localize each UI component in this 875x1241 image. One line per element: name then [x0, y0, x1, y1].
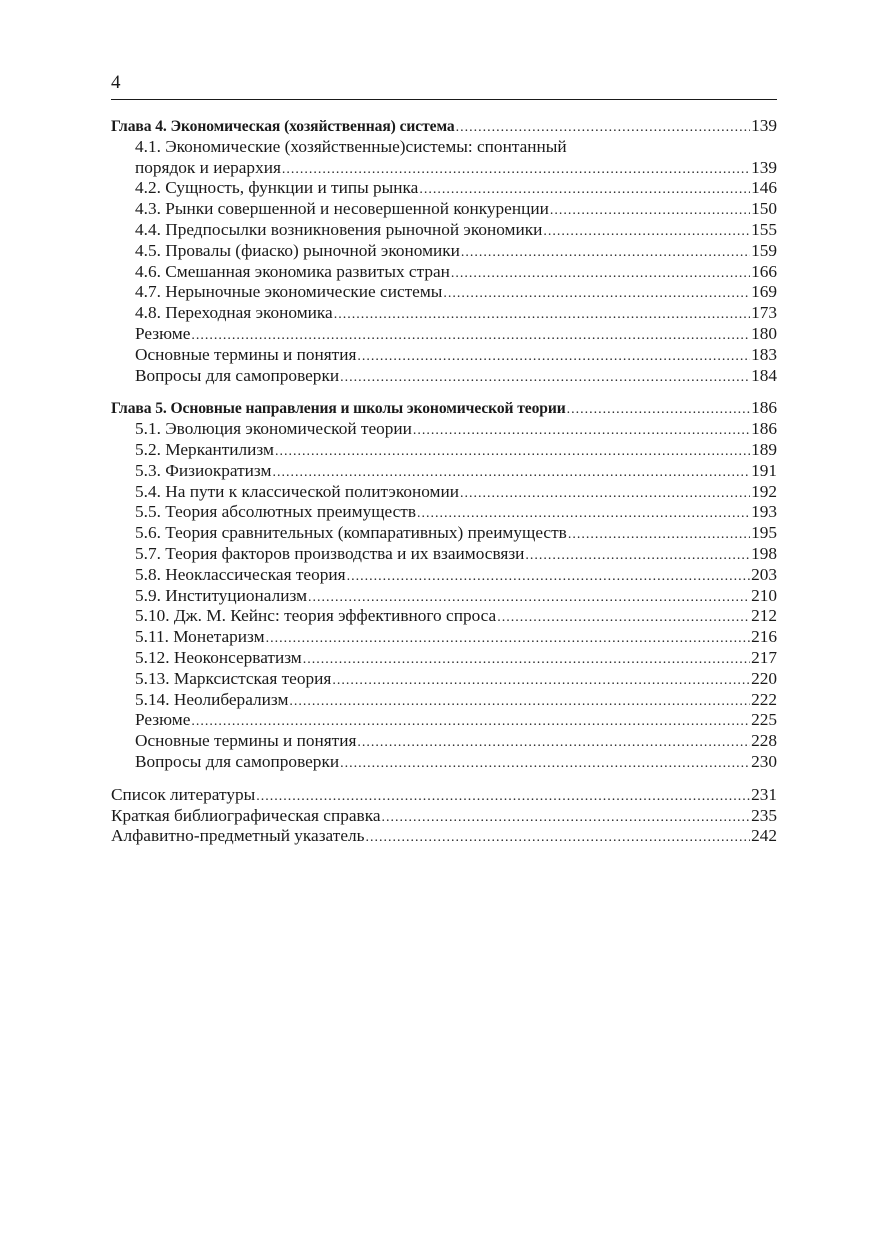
- toc-entry-page: 180: [751, 323, 777, 343]
- dot-leader: [550, 201, 750, 222]
- toc-entry-page: 166: [751, 261, 777, 281]
- toc-entry-title: 4.7. Нерыночные экономические системы: [135, 282, 443, 302]
- dot-leader: [191, 712, 750, 733]
- toc-entry-title: Вопросы для самопроверки: [135, 751, 340, 771]
- toc-entry-bibliography[interactable]: [111, 785, 777, 806]
- toc-entry[interactable]: [111, 669, 777, 690]
- dot-leader: [340, 368, 750, 389]
- toc-entry-page: 220: [751, 668, 777, 688]
- toc-entry[interactable]: [111, 544, 777, 565]
- toc-entry-page: 216: [751, 627, 777, 647]
- backmatter-block: [111, 785, 777, 847]
- dot-leader: [417, 504, 750, 525]
- toc-entry-title: 5.13. Марксистская теория: [135, 668, 332, 688]
- toc-entry-title: 5.3. Физиократизм: [135, 460, 272, 480]
- dot-leader: [366, 828, 751, 849]
- toc-entry-title: Основные термины и понятия: [135, 731, 357, 751]
- toc-entry-title: Основные термины и понятия: [135, 344, 357, 364]
- toc-entry-title: 4.8. Переходная экономика: [135, 303, 333, 323]
- toc-entry-page: 155: [751, 219, 777, 239]
- dot-leader: [413, 421, 750, 442]
- toc-entry[interactable]: [111, 752, 777, 773]
- toc-entry[interactable]: [111, 586, 777, 607]
- toc-entry[interactable]: [111, 178, 777, 199]
- table-of-contents: [111, 116, 777, 859]
- toc-entry-page: 192: [751, 481, 777, 501]
- dot-leader: [382, 808, 751, 829]
- toc-entry-title: Список литературы: [111, 784, 256, 804]
- toc-entry-page: 169: [751, 282, 777, 302]
- toc-entry-page: 195: [751, 523, 777, 543]
- toc-entry[interactable]: [111, 710, 777, 731]
- toc-entry[interactable]: [111, 731, 777, 752]
- toc-entry-title: 5.7. Теория факторов производства и их взаимосвязи: [135, 543, 525, 563]
- toc-chapter-5[interactable]: [111, 398, 777, 419]
- header-rule: [111, 99, 777, 100]
- dot-leader: [303, 650, 750, 671]
- dot-leader: [191, 326, 750, 347]
- toc-entry-title: 5.5. Теория абсолютных преимуществ: [135, 502, 417, 522]
- toc-entry-page: 210: [751, 585, 777, 605]
- dot-leader: [567, 400, 750, 421]
- toc-entry-page: 230: [751, 751, 777, 771]
- toc-chapter-4[interactable]: [111, 116, 777, 137]
- toc-entry-page: 173: [751, 303, 777, 323]
- toc-entry[interactable]: [111, 440, 777, 461]
- toc-entry[interactable]: [111, 627, 777, 648]
- toc-entry-page: 139: [751, 157, 777, 177]
- toc-entry-title: 5.11. Монетаризм: [135, 627, 265, 647]
- dot-leader: [460, 484, 750, 505]
- dot-leader: [357, 733, 750, 754]
- toc-entry[interactable]: [111, 419, 777, 440]
- dot-leader: [256, 787, 750, 808]
- toc-entry-title: Алфавитно-предметный указатель: [111, 826, 365, 846]
- dot-leader: [357, 347, 750, 368]
- toc-entry-page: 193: [751, 502, 777, 522]
- chapter-4-block: [111, 116, 777, 386]
- toc-entry-subject-index[interactable]: [111, 826, 777, 847]
- toc-entry-page: 183: [751, 344, 777, 364]
- toc-entry-page: 139: [751, 116, 777, 135]
- toc-entry-title: 5.4. На пути к классической политэкономии: [135, 481, 459, 501]
- dot-leader: [340, 754, 750, 775]
- dot-leader: [282, 160, 750, 181]
- toc-entry-title: порядок и иерархия: [135, 157, 281, 177]
- dot-leader: [443, 284, 750, 305]
- dot-leader: [347, 567, 751, 588]
- toc-entry-page: 225: [751, 710, 777, 730]
- toc-entry-title: 5.8. Неоклассическая теория: [135, 564, 346, 584]
- toc-entry-page: 189: [751, 439, 777, 459]
- toc-entry-title: 5.12. Неоконсерватизм: [135, 647, 302, 667]
- toc-entry[interactable]: [111, 262, 777, 283]
- toc-entry-title: 5.1. Эволюция экономической теории: [135, 419, 412, 439]
- toc-entry[interactable]: [111, 565, 777, 586]
- dot-leader: [289, 692, 750, 713]
- toc-entry[interactable]: [111, 199, 777, 220]
- toc-entry-page: 235: [751, 805, 777, 825]
- toc-entry-page: 242: [751, 826, 777, 846]
- toc-entry[interactable]: [111, 241, 777, 262]
- dot-leader: [332, 671, 750, 692]
- toc-entry-page: 203: [751, 564, 777, 584]
- toc-entry-title: 4.2. Сущность, функции и типы рынка: [135, 178, 419, 198]
- toc-entry-title: Краткая библиографическая справка: [111, 805, 381, 825]
- chapter-5-block: [111, 398, 777, 772]
- toc-entry[interactable]: [111, 366, 777, 387]
- dot-leader: [543, 222, 750, 243]
- toc-entry-title: 5.10. Дж. М. Кейнс: теория эффективного спроса: [135, 606, 497, 626]
- toc-entry[interactable]: [111, 220, 777, 241]
- toc-entry-page: 186: [751, 398, 777, 418]
- toc-entry-page: 191: [751, 460, 777, 480]
- dot-leader: [456, 118, 750, 139]
- toc-entry-page: 186: [751, 419, 777, 439]
- toc-entry[interactable]: [111, 158, 777, 179]
- dot-leader: [308, 588, 750, 609]
- dot-leader: [419, 180, 750, 201]
- toc-entry[interactable]: [111, 606, 777, 627]
- toc-entry-title: 4.5. Провалы (фиаско) рыночной экономики: [135, 240, 460, 260]
- dot-leader: [275, 442, 750, 463]
- toc-entry-page: 198: [751, 543, 777, 563]
- toc-entry-title: Резюме: [135, 323, 191, 343]
- toc-entry-title: 5.9. Институционализм: [135, 585, 308, 605]
- dot-leader: [525, 546, 750, 567]
- toc-entry[interactable]: [111, 303, 777, 324]
- dot-leader: [451, 264, 750, 285]
- dot-leader: [334, 305, 750, 326]
- dot-leader: [497, 608, 750, 629]
- dot-leader: [568, 525, 750, 546]
- toc-entry-page: 184: [751, 365, 777, 385]
- toc-entry-title: Резюме: [135, 710, 191, 730]
- toc-entry-title: 5.2. Меркантилизм: [135, 439, 274, 459]
- toc-entry[interactable]: [111, 345, 777, 366]
- toc-entry[interactable]: [111, 461, 777, 482]
- toc-entry-title: Глава 4. Экономическая (хозяйственная) система: [111, 118, 455, 135]
- toc-entry-page: 212: [751, 606, 777, 626]
- dot-leader: [461, 243, 750, 264]
- toc-entry-title: 5.14. Неолиберализм: [135, 689, 289, 709]
- toc-entry-title: Вопросы для самопроверки: [135, 365, 340, 385]
- toc-entry[interactable]: [111, 523, 777, 544]
- toc-entry-page: 222: [751, 689, 777, 709]
- toc-entry-first-line[interactable]: 4.1. Экономические (хозяйственные)системы: спонтанный: [135, 136, 567, 156]
- toc-entry-title: 5.6. Теория сравнительных (компаративных) преимуществ: [135, 523, 567, 543]
- toc-entry-title: 4.4. Предпосылки возникновения рыночной экономики: [135, 219, 543, 239]
- toc-entry-page: 231: [751, 784, 777, 804]
- toc-entry-biographical-note[interactable]: [111, 806, 777, 827]
- dot-leader: [272, 463, 750, 484]
- toc-entry[interactable]: [111, 282, 777, 303]
- toc-entry[interactable]: [111, 482, 777, 503]
- toc-entry[interactable]: [111, 648, 777, 669]
- page-number: 4: [111, 72, 121, 93]
- toc-entry-page: 228: [751, 731, 777, 751]
- toc-entry-page: 159: [751, 240, 777, 260]
- toc-entry[interactable]: [111, 690, 777, 711]
- toc-entry-page: 217: [751, 647, 777, 667]
- toc-entry[interactable]: [111, 324, 777, 345]
- toc-entry[interactable]: [111, 502, 777, 523]
- toc-entry-page: 150: [751, 199, 777, 219]
- dot-leader: [266, 629, 751, 650]
- toc-entry-title: 4.6. Смешанная экономика развитых стран: [135, 261, 450, 281]
- toc-entry-title: 4.3. Рынки совершенной и несовершенной конкуренции: [135, 199, 549, 219]
- toc-entry-page: 146: [751, 178, 777, 198]
- toc-entry-title: Глава 5. Основные направления и школы экономической теории: [111, 400, 566, 418]
